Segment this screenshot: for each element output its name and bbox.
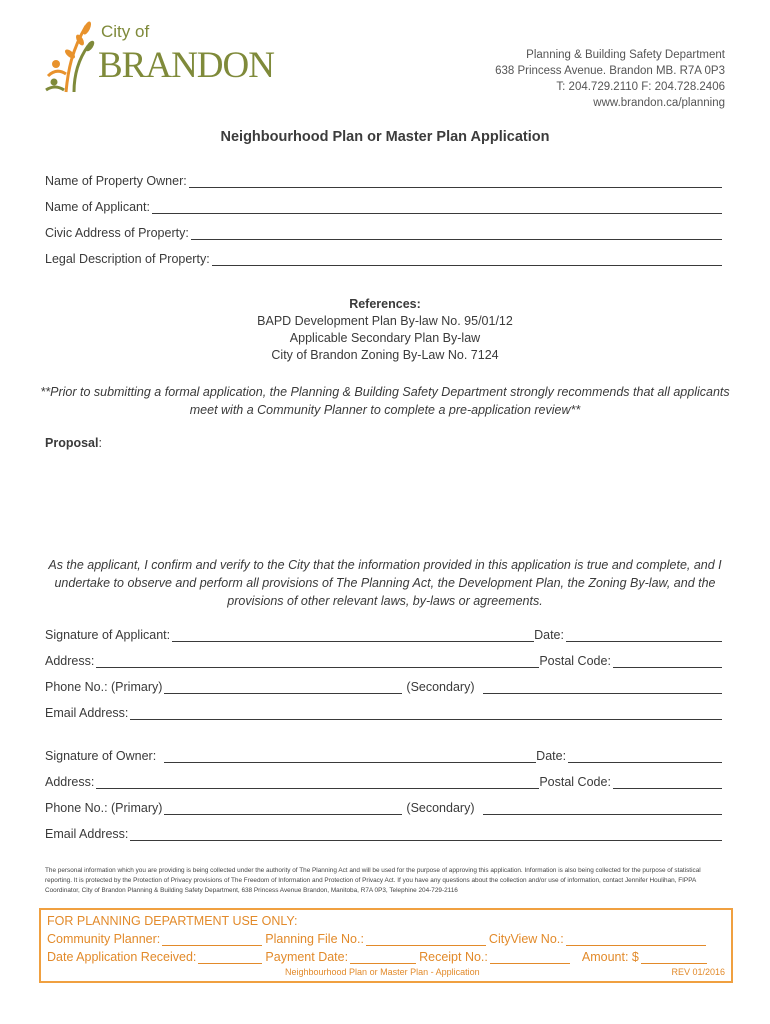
cityview-line[interactable]: [566, 933, 706, 946]
logo-brandon: BRANDON: [98, 45, 274, 86]
receipt-label: Receipt No.:: [419, 950, 488, 964]
department-phone: T: 204.729.2110 F: 204.728.2406: [556, 81, 725, 93]
department-header: [495, 47, 725, 111]
applicant-confirmation: As the applicant, I confirm and verify to the City that the information provided in this application is true and complete, and I undertake to observe and perform all provisions of The Planning Act, the Development Plan, the Zoning By-law, and the provisions of other relevant laws, by-laws or agreements.: [48, 558, 722, 608]
owner-phone-secondary-label: (Secondary): [406, 801, 475, 815]
owner-signature-row[interactable]: [45, 749, 722, 763]
owner-address-label: Address:: [45, 775, 95, 789]
owner-phone-secondary-line[interactable]: [483, 802, 723, 815]
planning-file-line[interactable]: [366, 933, 486, 946]
applicant-phone-secondary-line[interactable]: [483, 681, 723, 694]
department-address: 638 Princess Avenue. Brandon MB. R7A 0P3: [495, 65, 725, 77]
reference-item: Applicable Secondary Plan By-law: [289, 331, 481, 345]
owner-phone-primary-label: Phone No.: (Primary): [45, 801, 163, 815]
date-received-line[interactable]: [198, 951, 262, 964]
owner-postal-label: Postal Code:: [539, 775, 611, 789]
applicant-address-label: Address:: [45, 654, 95, 668]
receipt-line[interactable]: [490, 951, 570, 964]
owner-phone-row[interactable]: [45, 801, 722, 815]
proposal-colon: :: [98, 436, 102, 450]
pre-application-note: **Prior to submitting a formal application, the Planning & Building Safety Department strongly recommends that all applicants meet with a Community Planner to complete a pre-application review**: [40, 385, 730, 417]
owner-email-line[interactable]: [130, 828, 722, 841]
office-use-title: FOR PLANNING DEPARTMENT USE ONLY:: [47, 914, 298, 928]
applicant-phone-primary-label: Phone No.: (Primary): [45, 680, 163, 694]
owner-date-label: Date:: [536, 749, 567, 763]
reference-item: BAPD Development Plan By-law No. 95/01/12: [257, 314, 513, 328]
cityview-label: CityView No.:: [488, 932, 564, 946]
applicant-postal-line[interactable]: [613, 655, 722, 668]
applicant-signature-line[interactable]: [172, 629, 534, 642]
owner-address-line[interactable]: [96, 776, 539, 789]
applicant-phone-primary-line[interactable]: [164, 681, 402, 694]
applicant-name-line[interactable]: [152, 201, 722, 214]
revision-label: REV 01/2016: [671, 967, 725, 977]
amount-line[interactable]: [641, 951, 707, 964]
community-planner-label: Community Planner:: [47, 932, 161, 946]
owner-date-line[interactable]: [568, 750, 722, 763]
legal-description-line[interactable]: [212, 253, 722, 266]
office-footer-title: Neighbourhood Plan or Master Plan - Application: [285, 967, 480, 977]
applicant-date-line[interactable]: [566, 629, 722, 642]
department-web: www.brandon.ca/planning: [593, 97, 725, 109]
owner-phone-primary-line[interactable]: [164, 802, 402, 815]
wheat-stalk-icon: [44, 20, 100, 94]
applicant-email-label: Email Address:: [45, 706, 129, 720]
civic-address-label: Civic Address of Property:: [45, 226, 189, 240]
form-title: Neighbourhood Plan or Master Plan Application: [220, 129, 550, 145]
date-received-label: Date Application Received:: [47, 950, 197, 964]
civic-address-line[interactable]: [191, 227, 722, 240]
applicant-phone-row[interactable]: [45, 680, 722, 694]
applicant-email-line[interactable]: [130, 707, 722, 720]
owner-name-line[interactable]: [189, 175, 722, 188]
community-planner-line[interactable]: [162, 933, 262, 946]
applicant-signature-row[interactable]: [45, 628, 722, 642]
legal-description-field[interactable]: [45, 252, 722, 266]
owner-email-label: Email Address:: [45, 827, 129, 841]
owner-signature-label: Signature of Owner:: [45, 749, 157, 763]
office-row-2: [47, 950, 710, 964]
department-name: Planning & Building Safety Department: [526, 49, 725, 61]
owner-name-label: Name of Property Owner:: [45, 174, 187, 188]
proposal-section[interactable]: [45, 436, 102, 450]
applicant-date-label: Date:: [534, 628, 564, 642]
owner-name-field[interactable]: [45, 174, 722, 188]
owner-signature-line[interactable]: [164, 750, 536, 763]
references-title: References:: [349, 297, 421, 311]
privacy-notice: The personal information which you are providing is being collected under the authority of The Planning Act and will be used for the purpose of approving this application. Information is also being collected for the purpose of statistical reporting. It is protected by the Protection of Privacy provisions of The Freedom of Information and Protection of Privacy Act. If you have any questions about the collection and/or use of information, contact Jennifer Houlihan, FIPPA Coordinator, City of Brandon Planning & Building Safety Department, 638 Princess Avenue Brandon, Manitoba, R7A 0P3, Telephine 204-729-2116: [45, 867, 701, 894]
civic-address-field[interactable]: [45, 226, 722, 240]
proposal-label: Proposal: [45, 436, 99, 450]
applicant-phone-secondary-label: (Secondary): [406, 680, 475, 694]
applicant-address-line[interactable]: [96, 655, 539, 668]
applicant-name-field[interactable]: [45, 200, 722, 214]
applicant-name-label: Name of Applicant:: [45, 200, 150, 214]
applicant-signature-label: Signature of Applicant:: [45, 628, 171, 642]
owner-email-row[interactable]: [45, 827, 722, 841]
amount-label: Amount: $: [581, 950, 639, 964]
reference-item: City of Brandon Zoning By-Law No. 7124: [271, 348, 499, 362]
payment-date-line[interactable]: [350, 951, 416, 964]
references: [0, 296, 770, 364]
city-logo: [44, 20, 284, 94]
applicant-email-row[interactable]: [45, 706, 722, 720]
legal-description-label: Legal Description of Property:: [45, 252, 210, 266]
applicant-address-row[interactable]: [45, 654, 722, 668]
office-row-1: [47, 932, 709, 946]
logo-city-of: City of: [101, 22, 150, 41]
office-use-box: [39, 908, 733, 983]
owner-address-row[interactable]: [45, 775, 722, 789]
payment-date-label: Payment Date:: [265, 950, 349, 964]
applicant-postal-label: Postal Code:: [539, 654, 611, 668]
owner-postal-line[interactable]: [613, 776, 722, 789]
planning-file-label: Planning File No.:: [265, 932, 364, 946]
